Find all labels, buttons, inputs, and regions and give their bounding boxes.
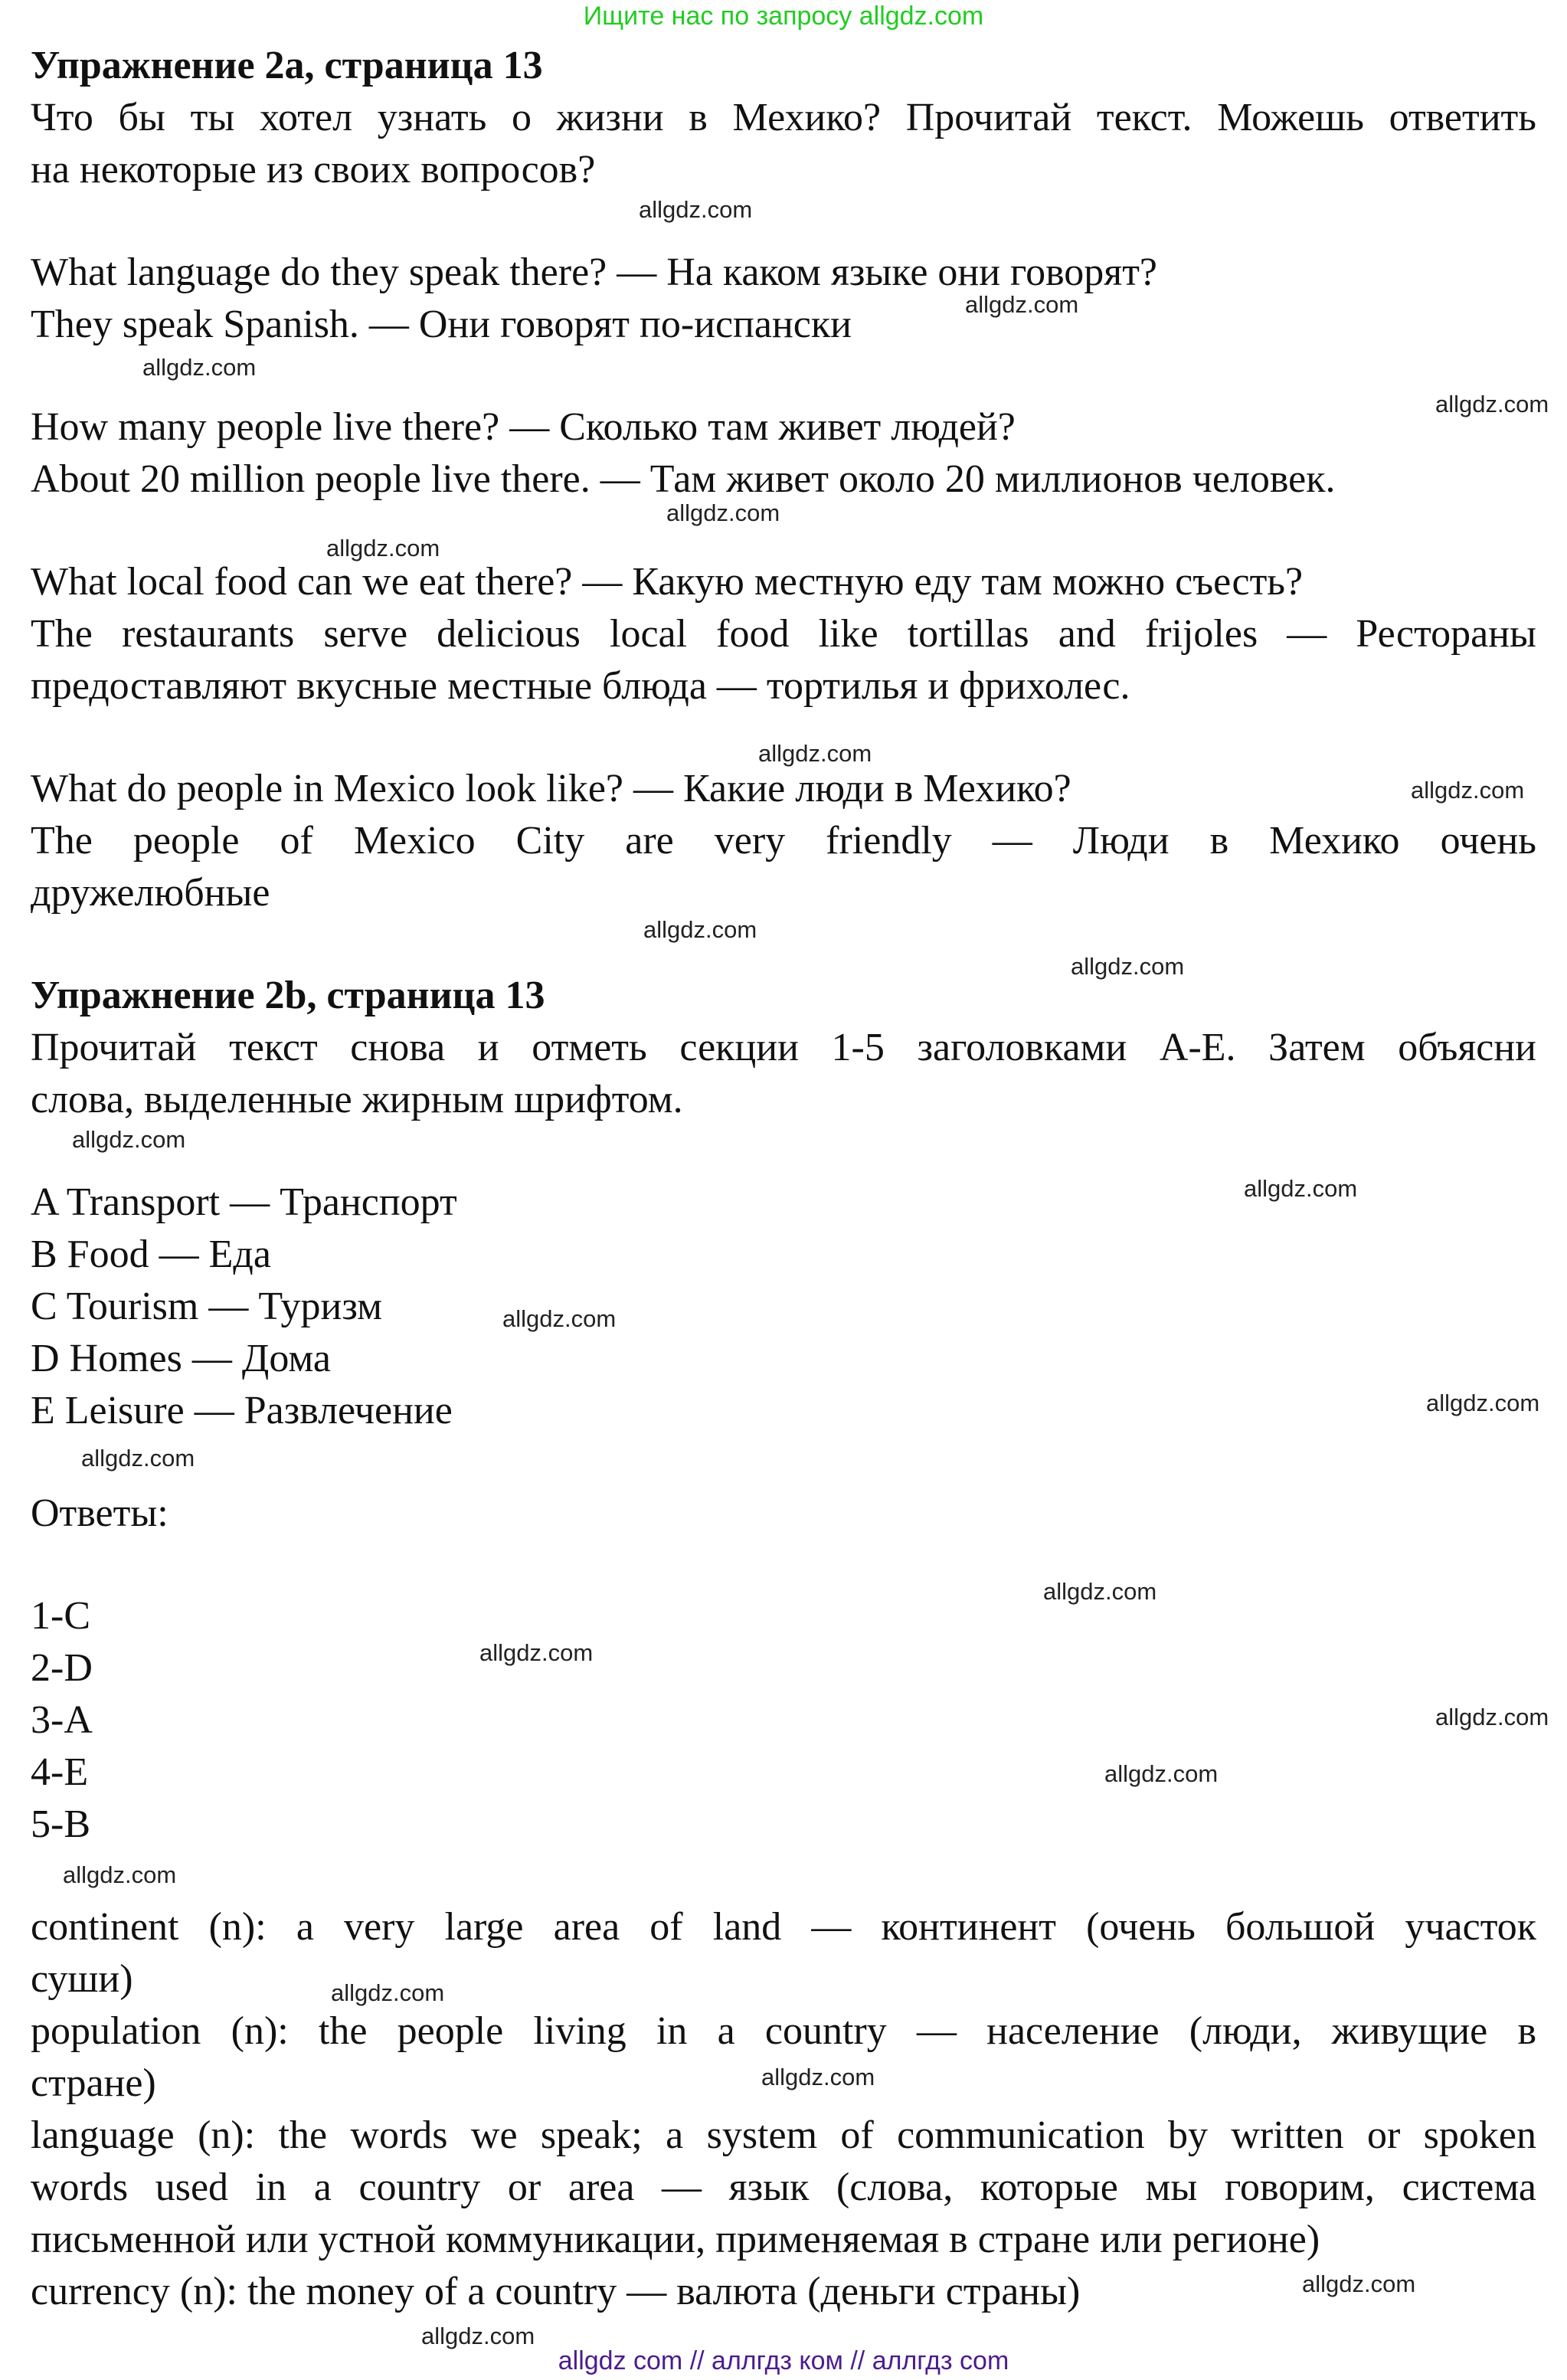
text-line: Что бы ты хотел узнать о жизни в Мехико? Прочитай текст. Можешь ответить [31,96,1536,139]
text-line: Прочитай текст снова и отметь секции 1-5 заголовками A-E. Затем объясни [31,1026,1536,1069]
text-line: 2-D [31,1646,93,1690]
exercise-heading: Упражнение 2b, страница 13 [31,974,545,1017]
text-line: C Tourism — Туризм [31,1285,383,1328]
watermark: allgdz.com [142,354,257,381]
exercise-heading: Упражнение 2a, страница 13 [31,44,543,87]
watermark: allgdz.com [81,1445,195,1472]
text-line: The people of Mexico City are very friendly — Люди в Мехико очень [31,819,1536,863]
watermark: allgdz.com [1411,777,1525,804]
text-line: суши) [31,1957,133,2001]
text-line: 4-E [31,1750,89,1794]
text-line: population (n): the people living in a country — население (люди, живущие в [31,2009,1536,2053]
watermark: allgdz.com [1104,1760,1219,1787]
watermark: allgdz.com [72,1126,186,1153]
watermark: allgdz.com [479,1639,594,1666]
text-line: 5-B [31,1802,90,1846]
text-line: The restaurants serve delicious local food like tortillas and frijoles — Рестораны [31,612,1536,656]
watermark: allgdz.com [639,196,753,223]
spacer [31,919,1536,970]
watermark: allgdz.com [965,291,1079,318]
spacer [31,506,1536,556]
watermark: allgdz.com [331,1979,445,2006]
text-line: предоставляют вкусные местные блюда — тортилья и фрихолес. [31,664,1130,708]
text-line: 1-C [31,1594,90,1638]
text-line: A Transport — Транспорт [31,1180,457,1224]
watermark: allgdz.com [643,916,757,943]
text-line: E Leisure — Развлечение [31,1389,453,1432]
text-line: Ответы: [31,1491,168,1535]
spacer [31,351,1536,401]
watermark: allgdz.com [326,535,440,561]
text-line: письменной или устной коммуникации, применяемая в стране или регионе) [31,2218,1320,2261]
watermark: allgdz.com [1435,391,1549,417]
text-line: What language do they speak there? — На каком языке они говорят? [31,250,1158,294]
text-line: стране) [31,2061,156,2105]
watermark: allgdz.com [1426,1390,1540,1416]
search-hint-banner: Ищите нас по запросу allgdz.com [583,2,984,31]
text-line: continent (n): a very large area of land — континент (очень большой участок [31,1905,1536,1949]
watermark: allgdz.com [761,2064,875,2090]
text-line: B Food — Еда [31,1233,271,1276]
watermark: allgdz.com [63,1861,177,1888]
watermark: allgdz.com [1302,2270,1416,2297]
text-line: About 20 million people live there. — Там живет около 20 миллионов человек. [31,457,1336,501]
spacer [31,1540,1536,1590]
spacer [31,1437,1536,1488]
text-line: words used in a country or area — язык (слова, которые мы говорим, система [31,2166,1536,2209]
watermark: allgdz.com [1043,1578,1157,1605]
text-line: How many people live there? — Сколько там живет людей? [31,405,1016,449]
watermark: allgdz.com [421,2323,535,2349]
text-line: 3-A [31,1698,93,1742]
watermark: allgdz.com [758,740,872,767]
text-line: D Homes — Дома [31,1337,331,1380]
spacer [31,196,1536,247]
watermark: allgdz.com [666,499,780,526]
text-line: дружелюбные [31,871,270,915]
spacer [31,1126,1536,1177]
text-line: What local food can we eat there? — Какую местную еду там можно съесть? [31,560,1304,604]
spacer [31,1851,1536,1901]
text-line: They speak Spanish. — Они говорят по-испански [31,303,852,346]
watermark: allgdz.com [1244,1175,1358,1202]
footer-site-links[interactable]: allgdz com // аллгдз ком // аллгдз com [558,2346,1009,2375]
text-line: currency (n): the money of a country — валюта (деньги страны) [31,2270,1081,2313]
text-line: слова, выделенные жирным шрифтом. [31,1078,683,1121]
text-line: на некоторые из своих вопросов? [31,148,596,192]
text-line: language (n): the words we speak; a system of communication by written or spoken [31,2113,1536,2157]
text-line: What do people in Mexico look like? — Какие люди в Мехико? [31,767,1071,810]
watermark: allgdz.com [1435,1704,1549,1730]
watermark: allgdz.com [1071,953,1185,980]
watermark: allgdz.com [502,1305,617,1332]
